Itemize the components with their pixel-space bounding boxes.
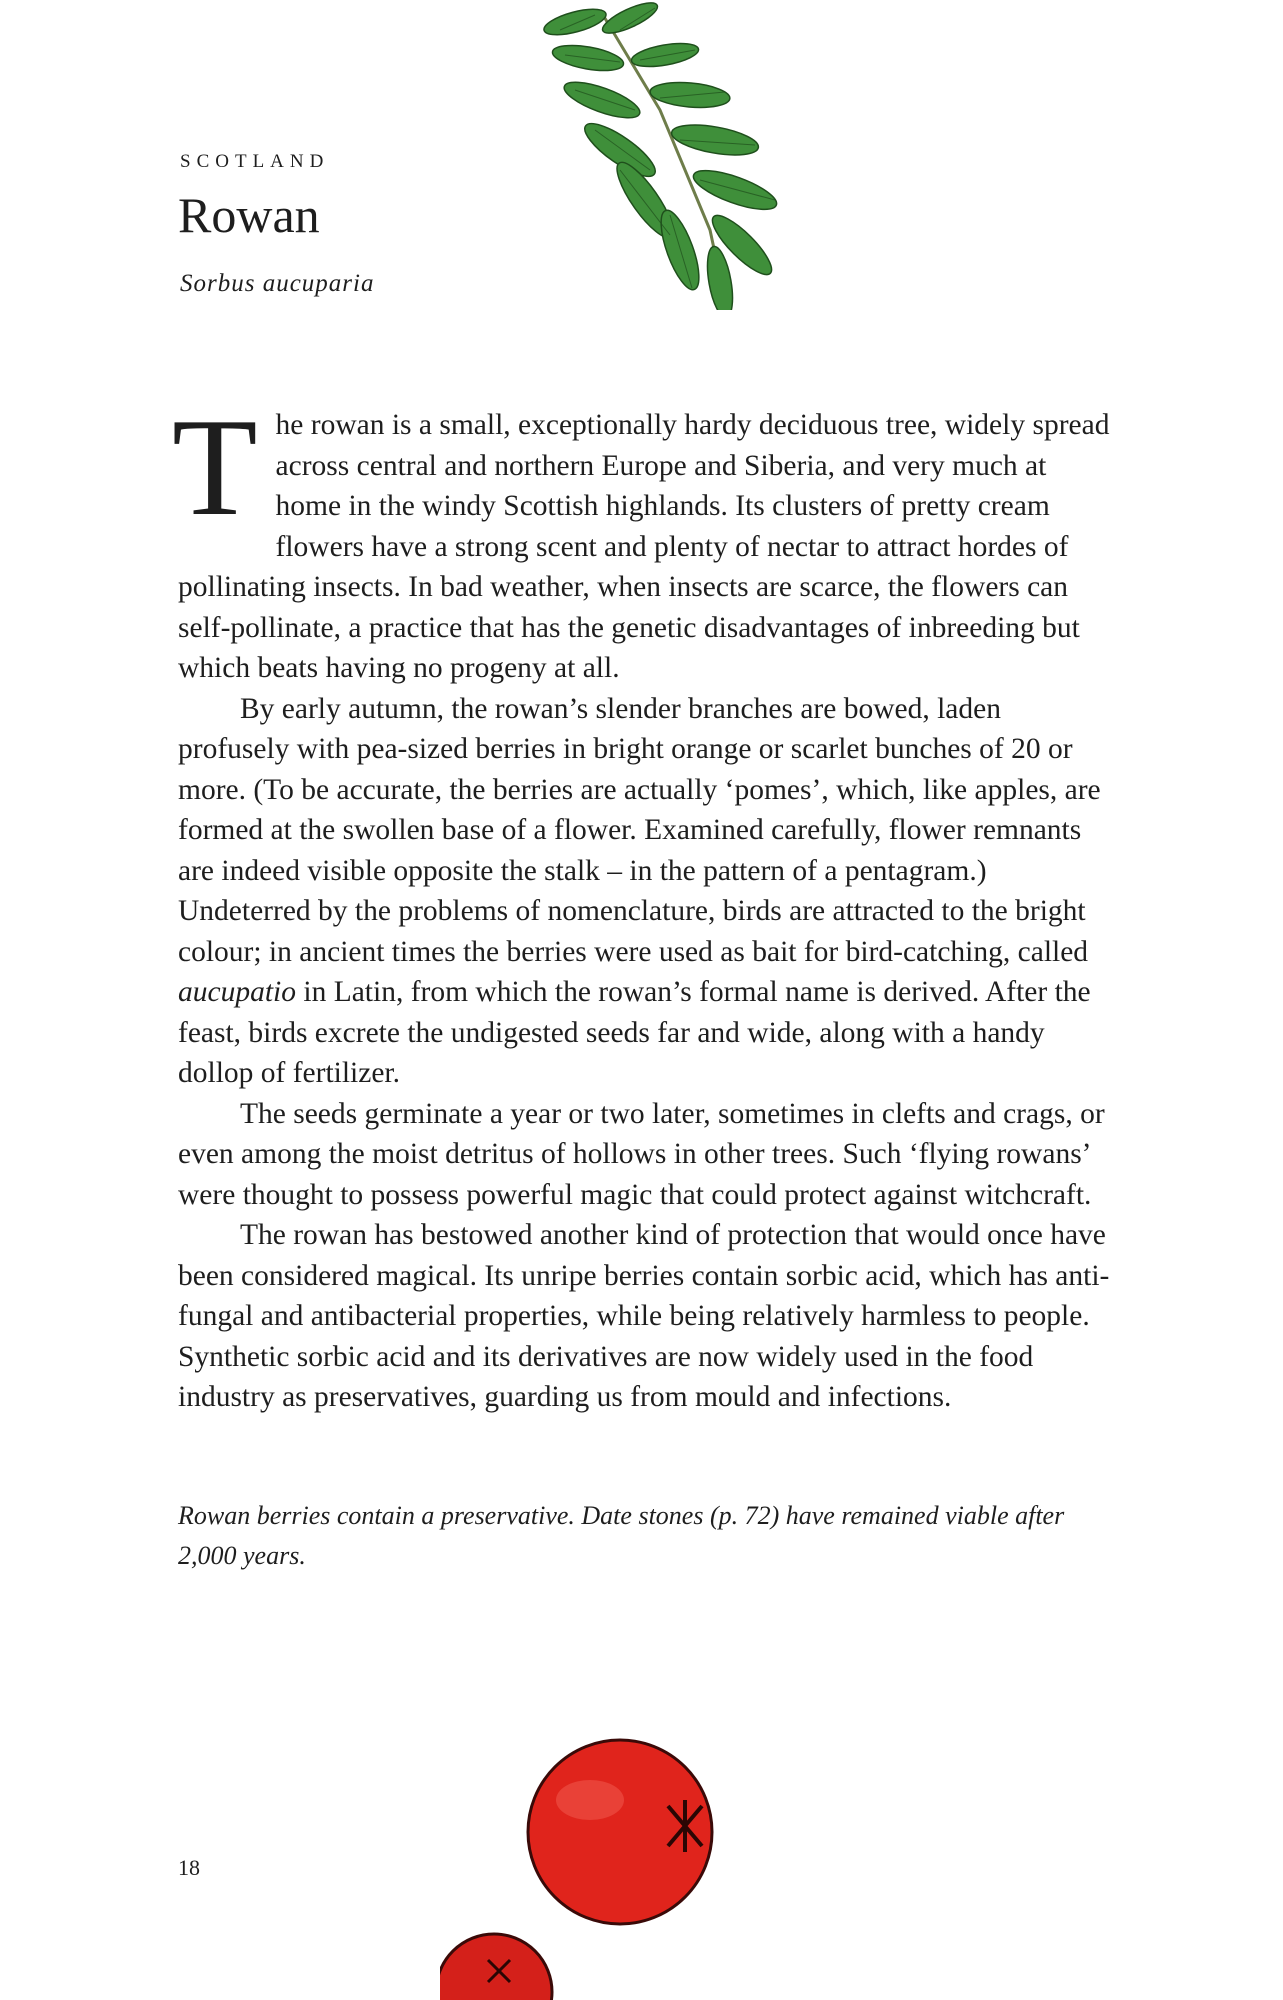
section-label: SCOTLAND xyxy=(180,151,330,172)
paragraph xyxy=(172,390,1118,689)
paragraph-text: in Latin, from which the rowan’s formal name is derived. After the feast, birds excrete the undigested seeds far and wide, along with a handy dollop of fertilizer. xyxy=(178,976,1091,1089)
paragraph-text: By early autumn, the rowan’s slender branches are bowed, laden profusely with pea-sized berries in bright orange or scarlet bunches of 20 or more. (To be accurate, the berries are actually ‘pomes’, which, like apples, are formed at the swollen base of a flower. Examined carefully, flower remnants are indeed visible opposite the stalk – in the pattern of a pentagram.) Undeterred by the problems of nomenclature, birds are attracted to the bright colour; in ancient times the berries were used as bait for bird-catching, called xyxy=(178,692,1101,968)
page-title: Rowan xyxy=(178,187,320,243)
paragraph-text: he rowan is a small, exceptionally hardy deciduous tree, widely spread across central and northern Europe and Siberia, and very much at home in the windy Scottish highlands. Its clusters of pretty cream flowers have a strong scent and plenty of nectar to attract hordes of pollinating insects. In bad weather, when insects are scarce, the flowers can self-pollinate, a practice that has the genetic disadvantages of inbreeding but which beats having no progeny at all. xyxy=(178,409,1110,684)
paragraph: The seeds germinate a year or two later, sometimes in clefts and crags, or even among the moist detritus of hollows in other trees. Such ‘flying rowans’ were thought to possess powerful magic that could protect against witchcraft. xyxy=(178,1097,1105,1211)
page-number: 18 xyxy=(178,1855,200,1880)
rowan-leaf-icon xyxy=(520,0,780,310)
paragraph xyxy=(178,689,1118,1094)
paragraph: The rowan has bestowed another kind of protection that would once have been considered magical. Its unripe berries contain sorbic acid, which has anti-fungal and antibacterial properties, while being relatively harmless to people. Synthetic sorbic acid and its derivatives are now widely used in the food industry as preservatives, guarding us from mould and infections. xyxy=(178,1219,1110,1413)
latin-term: aucupatio xyxy=(178,976,296,1008)
article-body xyxy=(172,390,1118,1418)
drop-cap: T xyxy=(172,390,258,545)
latin-name: Sorbus aucuparia xyxy=(180,270,375,297)
rowan-berries-icon xyxy=(440,1720,800,2000)
caption: Rowan berries contain a preservative. Date stones (p. 72) have remained viable after 2,000 years. xyxy=(178,1501,1065,1570)
